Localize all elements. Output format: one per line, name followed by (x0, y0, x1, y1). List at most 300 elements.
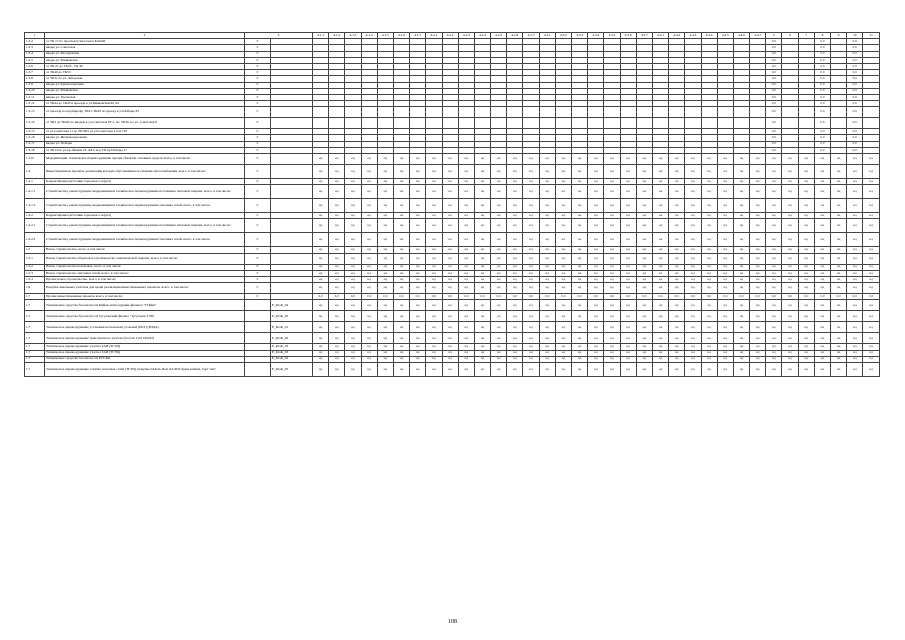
value-cell: нд (685, 356, 701, 362)
value-cell: нд (685, 333, 701, 344)
value-cell: нд (750, 311, 766, 322)
value-cell: нд (782, 233, 798, 247)
table-row (25, 118, 880, 129)
value-cell: нд (361, 311, 377, 322)
value-cell: нд (474, 264, 490, 270)
value-cell: нд (507, 213, 523, 219)
value-cell: нд (361, 253, 377, 264)
value-cell: нд (523, 300, 539, 311)
value-cell: нд (345, 322, 361, 333)
value-cell: нд (750, 270, 766, 276)
value-cell: нд (442, 154, 458, 165)
value-cell (685, 107, 701, 118)
row-name: вводы ул. Уральская (45, 94, 245, 100)
value-cell: нд (393, 219, 409, 233)
value-cell: 0,0 (814, 82, 830, 88)
value-cell: нд (847, 350, 863, 356)
row-unit: Г (245, 270, 271, 276)
value-cell (555, 107, 571, 118)
table-row (25, 322, 880, 333)
value-cell: нд (313, 333, 329, 344)
value-cell: нд (798, 300, 814, 311)
header-cell: 4.2.7 (523, 33, 539, 39)
value-cell: нд (474, 362, 490, 376)
value-cell: нд (442, 199, 458, 213)
value-cell: нд (604, 300, 620, 311)
value-cell: нд (766, 219, 782, 233)
value-cell: 0,0 (847, 141, 863, 147)
value-cell: нд (847, 233, 863, 247)
value-cell: 0,0 (847, 57, 863, 63)
value-cell: нд (620, 344, 636, 350)
value-cell: нд (555, 322, 571, 333)
row-code: E_KGK_05 (271, 362, 313, 376)
value-cell: нд (863, 333, 880, 344)
value-cell: нд (555, 264, 571, 270)
value-cell: нд (798, 219, 814, 233)
value-cell: нд (701, 311, 717, 322)
value-cell: 0,0 (847, 129, 863, 135)
value-cell: нд (474, 344, 490, 350)
value-cell: нд (814, 185, 830, 199)
value-cell (410, 107, 426, 118)
value-cell: нд (733, 333, 749, 344)
value-cell: нд (717, 322, 733, 333)
value-cell: нд (847, 362, 863, 376)
value-cell: нд (539, 247, 555, 253)
value-cell: нд (863, 154, 880, 165)
value-cell: 0,0 (572, 294, 588, 300)
value-cell: нд (329, 199, 345, 213)
value-cell: нд (523, 356, 539, 362)
value-cell: нд (361, 344, 377, 350)
value-cell: нд (831, 253, 847, 264)
value-cell: нд (458, 247, 474, 253)
value-cell: нд (329, 311, 345, 322)
value-cell (669, 118, 685, 129)
value-cell: 0,0 (766, 147, 782, 153)
row-number: 1.4.2.2 (25, 233, 45, 247)
value-cell: нд (701, 322, 717, 333)
value-cell: нд (798, 276, 814, 282)
value-cell: нд (555, 179, 571, 185)
value-cell: нд (814, 154, 830, 165)
value-cell: нд (717, 199, 733, 213)
value-cell: нд (361, 213, 377, 219)
value-cell: нд (847, 311, 863, 322)
value-cell: нд (410, 300, 426, 311)
value-cell: нд (669, 276, 685, 282)
value-cell: нд (652, 219, 668, 233)
row-code (271, 107, 313, 118)
value-cell: нд (636, 253, 652, 264)
value-cell (458, 118, 474, 129)
value-cell: нд (733, 213, 749, 219)
row-name: Корректировка (источник городского округа) (45, 179, 245, 185)
value-cell: нд (507, 362, 523, 376)
value-cell (426, 118, 442, 129)
value-cell: нд (572, 179, 588, 185)
value-cell: нд (685, 247, 701, 253)
value-cell: нд (588, 199, 604, 213)
value-cell: нд (523, 185, 539, 199)
row-name: вводы ул. Победы (45, 141, 245, 147)
value-cell: нд (636, 154, 652, 165)
row-name: вводы ул. Краснозаречная (45, 82, 245, 88)
value-cell: нд (539, 311, 555, 322)
value-cell: нд (393, 270, 409, 276)
value-cell: нд (345, 199, 361, 213)
row-unit: Г (245, 107, 271, 118)
header-cell: 4.1.7 (410, 33, 426, 39)
table-row (25, 185, 880, 199)
value-cell: нд (523, 179, 539, 185)
value-cell: нд (491, 283, 507, 294)
value-cell (750, 118, 766, 129)
value-cell: нд (507, 300, 523, 311)
value-cell: нд (474, 165, 490, 179)
value-cell: нд (572, 219, 588, 233)
row-name: Строительство, реконструкция, модернизация и техническое перевооружение источников тепловой энергии, всего, в том числе: (45, 219, 245, 233)
value-cell: нд (458, 333, 474, 344)
value-cell: 0,0 (814, 70, 830, 76)
value-cell: нд (458, 356, 474, 362)
value-cell: нд (750, 333, 766, 344)
value-cell: нд (652, 350, 668, 356)
value-cell: нд (555, 276, 571, 282)
value-cell: 0,0 (814, 57, 830, 63)
value-cell: нд (831, 276, 847, 282)
value-cell: нд (604, 333, 620, 344)
value-cell: нд (669, 356, 685, 362)
row-unit: Г (245, 253, 271, 264)
value-cell (329, 118, 345, 129)
value-cell: нд (766, 247, 782, 253)
value-cell: нд (604, 179, 620, 185)
row-unit: Г (245, 57, 271, 63)
value-cell: нд (572, 154, 588, 165)
value-cell: нд (507, 283, 523, 294)
value-cell: нд (491, 247, 507, 253)
value-cell: нд (766, 199, 782, 213)
value-cell: нд (766, 311, 782, 322)
value-cell: нд (491, 264, 507, 270)
value-cell: нд (410, 344, 426, 350)
value-cell: нд (701, 333, 717, 344)
value-cell: нд (652, 253, 668, 264)
value-cell: 0,0 (539, 294, 555, 300)
value-cell: нд (685, 264, 701, 270)
value-cell: нд (523, 311, 539, 322)
value-cell: нд (474, 311, 490, 322)
value-cell: нд (863, 264, 880, 270)
value-cell (361, 107, 377, 118)
value-cell: нд (572, 213, 588, 219)
row-code (271, 233, 313, 247)
value-cell: 0,0 (814, 129, 830, 135)
value-cell: нд (604, 283, 620, 294)
value-cell: нд (345, 219, 361, 233)
value-cell: 0,0 (766, 57, 782, 63)
row-name: Инвестиционные проекты, реализация которых обуславливается схемами теплоснабжения, всего, в том числе: (45, 165, 245, 179)
value-cell: 0,0 (620, 294, 636, 300)
value-cell: нд (539, 300, 555, 311)
value-cell: нд (393, 233, 409, 247)
value-cell: нд (474, 247, 490, 253)
value-cell: 0,0 (717, 294, 733, 300)
value-cell: нд (426, 253, 442, 264)
value-cell (313, 118, 329, 129)
value-cell: нд (652, 185, 668, 199)
value-cell: нд (426, 270, 442, 276)
value-cell: 0,0 (847, 82, 863, 88)
value-cell: нд (507, 356, 523, 362)
value-cell: нд (491, 154, 507, 165)
value-cell: нд (361, 350, 377, 356)
row-number: 1.5.4 (25, 276, 45, 282)
value-cell: нд (329, 356, 345, 362)
value-cell: нд (491, 185, 507, 199)
value-cell: нд (458, 270, 474, 276)
value-cell: нд (863, 219, 880, 233)
row-name: вводы ул. Железнодорожная (45, 135, 245, 141)
value-cell (588, 107, 604, 118)
value-cell: нд (474, 233, 490, 247)
value-cell: нд (345, 350, 361, 356)
value-cell: нд (636, 333, 652, 344)
value-cell: 0,0 (410, 294, 426, 300)
row-unit: Г (245, 283, 271, 294)
value-cell: нд (717, 179, 733, 185)
value-cell: нд (636, 219, 652, 233)
value-cell: нд (410, 219, 426, 233)
value-cell: нд (701, 233, 717, 247)
value-cell: нд (847, 213, 863, 219)
value-cell: нд (847, 179, 863, 185)
value-cell: нд (313, 165, 329, 179)
value-cell: нд (636, 213, 652, 219)
value-cell: нд (539, 219, 555, 233)
value-cell: 0,0 (847, 88, 863, 94)
value-cell: нд (458, 264, 474, 270)
table-row (25, 154, 880, 165)
value-cell: нд (491, 270, 507, 276)
row-unit: Г (245, 51, 271, 57)
value-cell (782, 107, 798, 118)
value-cell: нд (572, 333, 588, 344)
value-cell: нд (507, 311, 523, 322)
value-cell: нд (588, 283, 604, 294)
row-code (271, 185, 313, 199)
value-cell: нд (393, 283, 409, 294)
value-cell: 0,0 (393, 294, 409, 300)
row-name: от ТК 21 до ТК24 , ТК 46 (45, 63, 245, 69)
value-cell: нд (863, 199, 880, 213)
value-cell: нд (442, 247, 458, 253)
value-cell: нд (701, 179, 717, 185)
value-cell: нд (491, 199, 507, 213)
value-cell: нд (377, 322, 393, 333)
header-cell: 4.4.5 (717, 33, 733, 39)
value-cell: 0,0 (814, 135, 830, 141)
value-cell: нд (491, 219, 507, 233)
value-cell: нд (410, 213, 426, 219)
value-cell: нд (410, 247, 426, 253)
row-name: от ТК2 до ТК28, по вводам к ул.Советская 87/1, по. ТК30, по ул. Советская 9 (45, 118, 245, 129)
value-cell: нд (523, 219, 539, 233)
value-cell: нд (474, 350, 490, 356)
value-cell: нд (474, 322, 490, 333)
row-number: 1.3.7 (25, 70, 45, 76)
value-cell: нд (685, 350, 701, 356)
value-cell: нд (620, 356, 636, 362)
value-cell: нд (782, 247, 798, 253)
value-cell: нд (717, 311, 733, 322)
value-cell: нд (442, 311, 458, 322)
value-cell: нд (814, 213, 830, 219)
value-cell: нд (847, 165, 863, 179)
row-unit: Г (245, 88, 271, 94)
value-cell: нд (766, 253, 782, 264)
value-cell: нд (798, 247, 814, 253)
value-cell (345, 107, 361, 118)
table-row (25, 362, 880, 376)
row-number: 1.3.8 (25, 76, 45, 82)
value-cell: нд (847, 154, 863, 165)
value-cell: нд (458, 213, 474, 219)
header-cell: 4.3.4 (588, 33, 604, 39)
value-cell: нд (442, 356, 458, 362)
value-cell: нд (393, 350, 409, 356)
value-cell: нд (669, 264, 685, 270)
value-cell: нд (329, 233, 345, 247)
row-unit: Г (245, 213, 271, 219)
value-cell: нд (410, 253, 426, 264)
value-cell: нд (377, 199, 393, 213)
value-cell: нд (426, 185, 442, 199)
value-cell (652, 118, 668, 129)
value-cell: нд (717, 253, 733, 264)
value-cell: нд (313, 322, 329, 333)
value-cell: нд (377, 154, 393, 165)
value-cell: нд (442, 264, 458, 270)
value-cell: нд (782, 179, 798, 185)
value-cell: нд (814, 276, 830, 282)
value-cell: нд (345, 283, 361, 294)
value-cell: нд (377, 276, 393, 282)
row-number: 1.3.18 (25, 147, 45, 153)
value-cell: нд (426, 219, 442, 233)
header-cell: 8 (814, 33, 830, 39)
value-cell: нд (377, 179, 393, 185)
value-cell: нд (847, 270, 863, 276)
row-unit (245, 322, 271, 333)
value-cell: нд (555, 350, 571, 356)
value-cell: 0,0 (766, 141, 782, 147)
row-code (271, 199, 313, 213)
value-cell: нд (733, 247, 749, 253)
row-unit: Г (245, 101, 271, 107)
value-cell: нд (329, 219, 345, 233)
value-cell: нд (313, 283, 329, 294)
value-cell: нд (750, 322, 766, 333)
value-cell: нд (733, 300, 749, 311)
value-cell: нд (539, 362, 555, 376)
value-cell: нд (523, 199, 539, 213)
value-cell: нд (523, 362, 539, 376)
value-cell: нд (847, 247, 863, 253)
value-cell: 0,0 (491, 294, 507, 300)
value-cell: нд (377, 264, 393, 270)
row-name: Строительство, реконструкция, модернизация и техническое перевооружение источников тепловой энергии, всего, в том числе: (45, 185, 245, 199)
value-cell: нд (410, 179, 426, 185)
row-code (271, 283, 313, 294)
value-cell: нд (701, 300, 717, 311)
table-row (25, 219, 880, 233)
header-cell: 4.4.7 (750, 33, 766, 39)
value-cell: 0,0 (361, 294, 377, 300)
value-cell: нд (588, 253, 604, 264)
value-cell: нд (539, 344, 555, 350)
value-cell: нд (555, 283, 571, 294)
row-code (271, 165, 313, 179)
value-cell: нд (329, 333, 345, 344)
row-number: 1.7 (25, 300, 45, 311)
row-number: 1.3.3 (25, 45, 45, 51)
value-cell: нд (717, 185, 733, 199)
value-cell: нд (750, 154, 766, 165)
header-cell: 4.4.4 (701, 33, 717, 39)
value-cell: нд (572, 311, 588, 322)
value-cell: нд (620, 165, 636, 179)
row-name: вводы ул. Молодежная (45, 51, 245, 57)
value-cell: нд (361, 185, 377, 199)
value-cell: нд (863, 253, 880, 264)
value-cell: нд (669, 165, 685, 179)
value-cell: нд (410, 165, 426, 179)
value-cell: нд (426, 213, 442, 219)
value-cell: нд (507, 264, 523, 270)
value-cell: нд (798, 322, 814, 333)
value-cell: нд (572, 199, 588, 213)
value-cell: нд (636, 179, 652, 185)
value-cell: нд (507, 179, 523, 185)
value-cell: нд (393, 247, 409, 253)
value-cell: нд (701, 213, 717, 219)
value-cell: нд (782, 154, 798, 165)
value-cell: нд (458, 199, 474, 213)
value-cell: нд (652, 264, 668, 270)
value-cell: нд (831, 311, 847, 322)
value-cell: нд (620, 270, 636, 276)
row-number: 1.7 (25, 322, 45, 333)
value-cell: нд (442, 253, 458, 264)
value-cell: нд (798, 333, 814, 344)
value-cell: нд (847, 219, 863, 233)
value-cell: нд (604, 344, 620, 350)
value-cell: нд (798, 344, 814, 350)
value-cell: нд (442, 270, 458, 276)
value-cell (604, 107, 620, 118)
value-cell: нд (701, 283, 717, 294)
row-unit (245, 362, 271, 376)
row-number: 1.6 (25, 283, 45, 294)
value-cell: нд (750, 233, 766, 247)
value-cell: нд (798, 154, 814, 165)
row-number: 1.3.17 (25, 141, 45, 147)
value-cell: нд (426, 165, 442, 179)
row-unit: Г (245, 199, 271, 213)
